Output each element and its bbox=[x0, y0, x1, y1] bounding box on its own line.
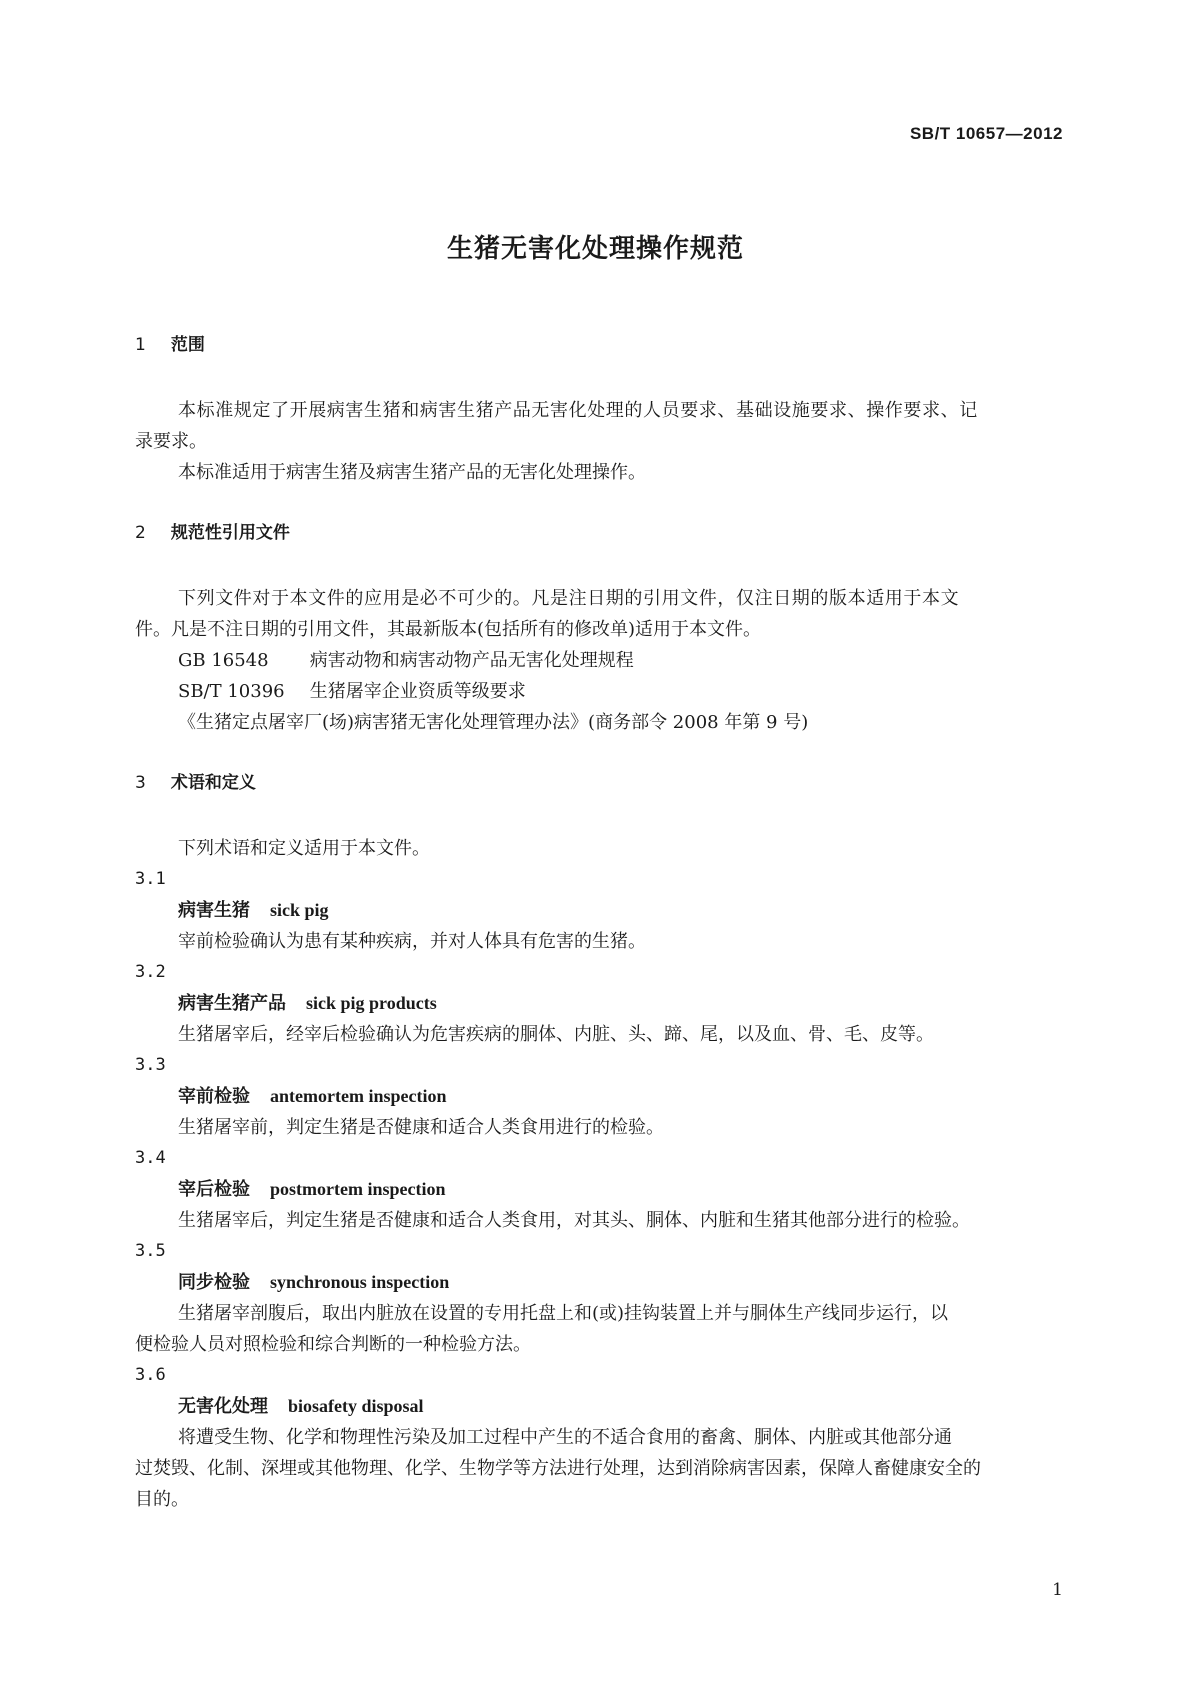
paragraph-line: 录要求。 bbox=[135, 431, 207, 452]
term-number: 3.4 bbox=[135, 1148, 166, 1168]
term-zh: 同步检验 bbox=[178, 1272, 250, 1293]
term-definition: 将遭受生物、化学和物理性污染及加工过程中产生的不适合食用的畜禽、胴体、内脏或其他部分通 bbox=[178, 1427, 952, 1448]
paragraph-line: 本标准适用于病害生猪及病害生猪产品的无害化处理操作。 bbox=[178, 462, 646, 483]
normative-reference bbox=[135, 676, 1065, 707]
term-en: biosafety disposal bbox=[288, 1396, 424, 1416]
section-number: 1 bbox=[135, 335, 146, 355]
term-title bbox=[135, 1081, 1065, 1112]
term-title bbox=[135, 988, 1065, 1019]
term-definition: 过焚毁、化制、深埋或其他物理、化学、生物学等方法进行处理，达到消除病害因素，保障人畜健康安全的 bbox=[135, 1458, 981, 1479]
normative-reference: 《生猪定点屠宰厂(场)病害猪无害化处理管理办法》(商务部令 2008 年第 9 号) bbox=[178, 712, 809, 733]
term-title bbox=[135, 1267, 1065, 1298]
term-number: 3.1 bbox=[135, 869, 166, 889]
normative-reference bbox=[135, 645, 1065, 676]
reference-title: 病害动物和病害动物产品无害化处理规程 bbox=[309, 650, 634, 671]
section-title: 范围 bbox=[170, 335, 205, 355]
term-zh: 宰前检验 bbox=[178, 1086, 250, 1107]
paragraph-line: 下列术语和定义适用于本文件。 bbox=[178, 838, 430, 859]
document-body bbox=[135, 330, 1065, 1515]
term-en: synchronous inspection bbox=[270, 1272, 450, 1292]
section-3-heading bbox=[135, 768, 1065, 799]
term-number: 3.5 bbox=[135, 1241, 166, 1261]
term-en: sick pig products bbox=[306, 993, 437, 1013]
paragraph bbox=[135, 395, 1065, 426]
term-title bbox=[135, 1391, 1065, 1422]
term-definition: 目的。 bbox=[135, 1489, 189, 1510]
document-title: 生猪无害化处理操作规范 bbox=[446, 234, 744, 264]
reference-code: GB 16548 bbox=[178, 650, 269, 671]
term-zh: 宰后检验 bbox=[178, 1179, 250, 1200]
section-title: 术语和定义 bbox=[170, 773, 256, 793]
reference-code: SB/T 10396 bbox=[178, 681, 285, 702]
page-number: 1 bbox=[1052, 1580, 1063, 1600]
paragraph-line: 本标准规定了开展病害生猪和病害生猪产品无害化处理的人员要求、基础设施要求、操作要求、记 bbox=[178, 400, 978, 421]
reference-title: 生猪屠宰企业资质等级要求 bbox=[309, 681, 526, 702]
section-title: 规范性引用文件 bbox=[170, 523, 290, 543]
section-number: 2 bbox=[135, 523, 146, 543]
term-number: 3.3 bbox=[135, 1055, 166, 1075]
term-definition: 生猪屠宰剖腹后，取出内脏放在设置的专用托盘上和(或)挂钩装置上并与胴体生产线同步运行，以 bbox=[178, 1303, 949, 1324]
term-definition: 生猪屠宰后，经宰后检验确认为危害疾病的胴体、内脏、头、蹄、尾，以及血、骨、毛、皮等。 bbox=[178, 1024, 934, 1045]
term-zh: 病害生猪 bbox=[178, 900, 250, 921]
term-title bbox=[135, 1174, 1065, 1205]
term-en: antemortem inspection bbox=[270, 1086, 447, 1106]
term-number: 3.2 bbox=[135, 962, 166, 982]
term-definition: 生猪屠宰前，判定生猪是否健康和适合人类食用进行的检验。 bbox=[178, 1117, 664, 1138]
term-definition: 生猪屠宰后，判定生猪是否健康和适合人类食用，对其头、胴体、内脏和生猪其他部分进行的检验。 bbox=[178, 1210, 970, 1231]
term-definition: 便检验人员对照检验和综合判断的一种检验方法。 bbox=[135, 1334, 531, 1355]
paragraph-line: 件。凡是不注日期的引用文件，其最新版本(包括所有的修改单)适用于本文件。 bbox=[135, 619, 762, 640]
section-2-heading bbox=[135, 518, 1065, 549]
section-number: 3 bbox=[135, 773, 146, 793]
paragraph-line: 下列文件对于本文件的应用是必不可少的。凡是注日期的引用文件，仅注日期的版本适用于本文 bbox=[178, 588, 960, 609]
term-en: postmortem inspection bbox=[270, 1179, 446, 1199]
term-definition: 宰前检验确认为患有某种疾病，并对人体具有危害的生猪。 bbox=[178, 931, 646, 952]
term-title bbox=[135, 895, 1065, 926]
term-zh: 无害化处理 bbox=[178, 1396, 268, 1417]
standard-code: SB/T 10657—2012 bbox=[909, 124, 1063, 143]
term-en: sick pig bbox=[270, 900, 329, 920]
term-number: 3.6 bbox=[135, 1365, 166, 1385]
section-1-heading bbox=[135, 330, 1065, 361]
paragraph bbox=[135, 583, 1065, 614]
term-zh: 病害生猪产品 bbox=[178, 993, 286, 1014]
